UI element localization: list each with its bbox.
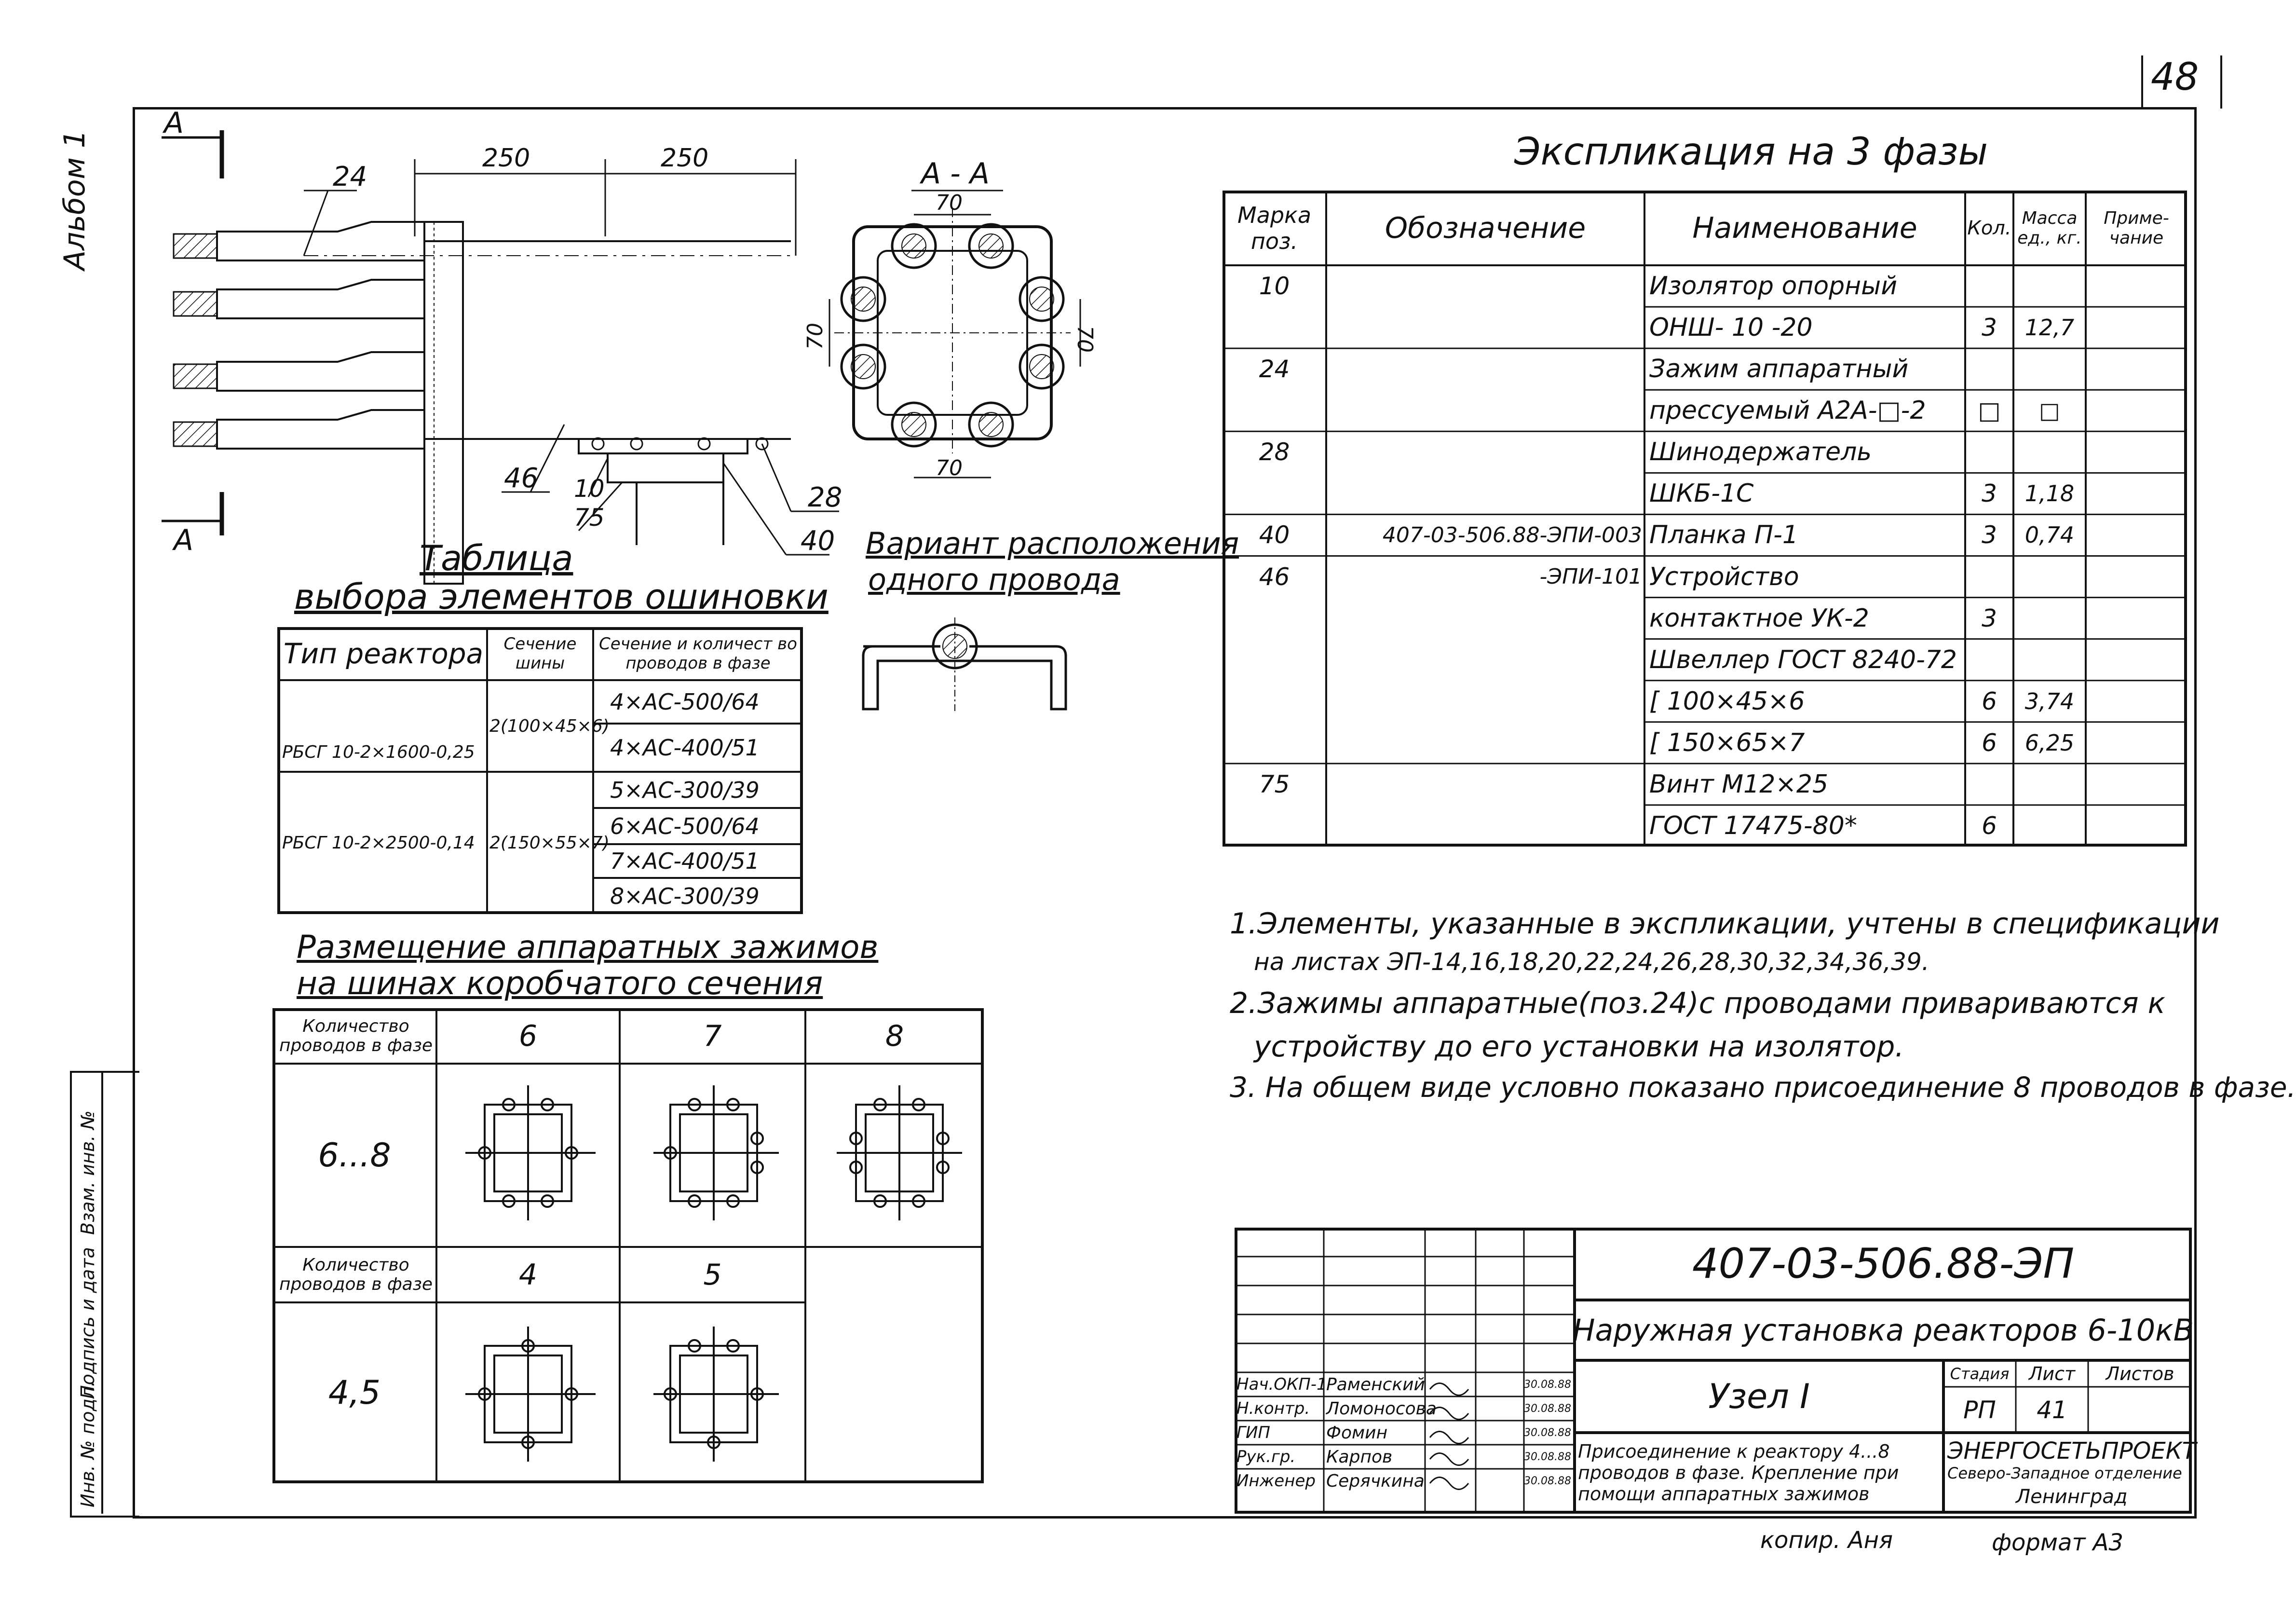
page-number-frame <box>2141 55 2222 109</box>
variant-drawing <box>844 617 1085 714</box>
section-a-a <box>803 154 1100 526</box>
exp-cell-mark <box>1225 307 1324 348</box>
exp-header-note: Приме- чание <box>2104 208 2169 248</box>
exp-cell-note <box>2088 556 2185 598</box>
exp-cell-mass <box>2016 639 2083 681</box>
exp-cell-designation <box>1329 722 1642 764</box>
exp-cell-designation: 407-03-506.88-ЭПИ-003 <box>1382 522 1642 547</box>
callout-40: 40 <box>801 525 835 557</box>
tb-stage-header: Стадия <box>1950 1364 2010 1383</box>
exp-cell-mass <box>2016 556 2083 598</box>
exp-cell-name: Зажим аппаратный <box>1649 355 1909 384</box>
exp-cell-name: [ 100×45×6 <box>1649 686 1805 716</box>
exp-cell-qty <box>1965 764 2013 805</box>
selection-wire-1-2: 4×АС-400/51 <box>610 735 760 761</box>
exp-cell-mass <box>2016 805 2083 847</box>
exp-cell-qty: 6 <box>1982 728 1997 757</box>
exp-cell-mass: 3,74 <box>2024 688 2075 714</box>
selection-table <box>277 627 803 914</box>
section-dim-top: 70 <box>936 191 963 215</box>
tb-doc-code: 407-03-506.88-ЭП <box>1692 1240 2075 1288</box>
tb-person-role: ГИП <box>1236 1423 1270 1442</box>
tb-org-2: Северо-Западное отделение <box>1947 1464 2182 1482</box>
exp-cell-designation <box>1329 681 1642 722</box>
exp-cell-qty <box>1965 431 2013 473</box>
selection-reactor-2: РБСГ 10-2×2500-0,14 <box>282 833 475 853</box>
placement-table <box>272 1008 984 1483</box>
exp-cell-name: контактное УК-2 <box>1649 603 1869 633</box>
tb-project: Наружная установка реакторов 6-10кВ <box>1572 1313 2194 1348</box>
exp-cell-name: [ 150×65×7 <box>1649 728 1805 757</box>
exp-cell-name: ГОСТ 17475-80* <box>1649 811 1857 840</box>
exp-cell-mass <box>2016 431 2083 473</box>
tb-person-date: 30.08.88 <box>1524 1402 1571 1415</box>
exp-cell-qty: □ <box>1978 397 2001 425</box>
selection-wire-1-1: 4×АС-500/64 <box>610 689 760 715</box>
exp-cell-name: Шинодержатель <box>1649 438 1872 467</box>
exp-header-name: Наименование <box>1692 211 1917 245</box>
footer-copy: копир. Аня <box>1760 1527 1893 1554</box>
placement-row2-value-4: 4 <box>518 1258 538 1292</box>
exp-cell-mark <box>1225 598 1324 639</box>
exp-cell-note <box>2088 805 2185 847</box>
section-mark-top: А <box>164 106 184 140</box>
selection-header-wires: Сечение и количест во проводов в фазе <box>599 634 797 673</box>
selection-reactor-1: РБСГ 10-2×1600-0,25 <box>282 742 475 762</box>
title-block <box>1235 1228 2197 1514</box>
exp-cell-designation <box>1329 473 1642 514</box>
exp-cell-mark <box>1225 722 1324 764</box>
exp-cell-mass: 1,18 <box>2024 480 2075 507</box>
exp-cell-note <box>2088 639 2185 681</box>
exp-cell-name: Устройство <box>1649 562 1799 591</box>
exp-cell-mass: 12,7 <box>2024 315 2075 341</box>
dim-250-right: 250 <box>661 144 709 173</box>
exp-cell-designation <box>1329 639 1642 681</box>
exp-cell-note <box>2088 431 2185 473</box>
exp-cell-name: Планка П-1 <box>1649 520 1798 550</box>
tb-person-name: Карпов <box>1326 1447 1393 1467</box>
exp-cell-mark <box>1225 473 1324 514</box>
selection-wire-2-2: 6×АС-500/64 <box>610 813 760 839</box>
exp-cell-note <box>2088 722 2185 764</box>
exp-cell-mass <box>2016 598 2083 639</box>
section-dim-bottom: 70 <box>936 456 963 480</box>
callout-10: 10 <box>574 475 605 503</box>
tb-stage: РП <box>1963 1396 1996 1424</box>
exp-cell-qty: 6 <box>1982 811 1997 840</box>
selection-header-bus: Сечение шины <box>503 634 577 673</box>
tb-sheet: 41 <box>2037 1396 2067 1424</box>
section-dim-right: 70 <box>1073 326 1097 353</box>
variant-title-2: одного провода <box>868 562 1120 597</box>
exp-cell-mark: 10 <box>1259 272 1290 301</box>
exp-cell-mark: 75 <box>1259 770 1290 798</box>
exp-cell-qty <box>1965 348 2013 390</box>
exp-header-designation: Обозначение <box>1385 211 1586 245</box>
selection-title-1: Таблица <box>420 538 573 578</box>
exp-cell-designation <box>1329 598 1642 639</box>
exp-cell-mass: 6,25 <box>2024 729 2075 756</box>
callout-75: 75 <box>574 504 605 532</box>
exp-cell-name: ШКБ-1С <box>1649 479 1754 508</box>
exp-header-mark: Марка поз. <box>1237 202 1312 254</box>
exp-cell-qty: 6 <box>1982 687 1997 715</box>
selection-wire-2-1: 5×АС-300/39 <box>610 777 760 803</box>
selection-wire-2-4: 8×АС-300/39 <box>610 883 760 909</box>
tb-person-name: Ломоносова <box>1326 1398 1437 1419</box>
section-title: А - А <box>921 157 990 191</box>
placement-row1-value-8: 8 <box>885 1019 904 1053</box>
note-line-5: 3. На общем виде условно показано присоединение 8 проводов в фазе. <box>1230 1071 2296 1104</box>
notes <box>1230 907 2296 1109</box>
exp-cell-designation: -ЭПИ-101 <box>1539 564 1642 589</box>
dim-250-left: 250 <box>482 144 530 173</box>
exp-cell-name: Изолятор опорный <box>1649 272 1898 301</box>
section-mark-bottom: А <box>174 523 194 557</box>
album-label: Альбом 1 <box>58 130 92 270</box>
exp-cell-qty: 3 <box>1982 604 1997 632</box>
tb-person-date: 30.08.88 <box>1524 1378 1571 1391</box>
tb-person-date: 30.08.88 <box>1524 1426 1571 1439</box>
note-line-2: на листах ЭП-14,16,18,20,22,24,26,28,30,32,34,36,39. <box>1254 948 1929 976</box>
exp-cell-mark: 40 <box>1259 521 1290 549</box>
tb-sheet-header: Лист <box>2028 1363 2076 1384</box>
page-number: 48 <box>2151 55 2199 99</box>
tb-description: Присоединение к реактору 4...8 проводов в фазе. Крепление при помощи аппаратных зажимов <box>1578 1441 1899 1505</box>
tb-person-name: Фомин <box>1326 1423 1388 1443</box>
variant-title-1: Вариант расположения <box>866 526 1239 561</box>
callout-24: 24 <box>333 161 367 192</box>
tb-person-role: Н.контр. <box>1236 1399 1310 1418</box>
section-dim-left: 70 <box>803 323 828 350</box>
exp-cell-mark: 24 <box>1259 355 1290 383</box>
exp-cell-designation <box>1329 431 1642 473</box>
exp-cell-note <box>2088 764 2185 805</box>
exp-header-qty: Кол. <box>1967 217 2011 239</box>
exp-cell-note <box>2088 514 2185 556</box>
selection-bus-2: 2(150×55×7) <box>489 833 610 853</box>
exp-cell-mass <box>2016 265 2083 307</box>
placement-title-1: Размещение аппаратных зажимов <box>297 929 879 966</box>
footer-format: формат А3 <box>1992 1529 2124 1556</box>
exp-cell-designation <box>1329 265 1642 307</box>
note-line-4: устройству до его установки на изолятор. <box>1254 1030 1904 1064</box>
exp-cell-note <box>2088 265 2185 307</box>
callout-46: 46 <box>504 463 539 494</box>
tb-sheets-header: Листов <box>2106 1363 2174 1384</box>
exp-cell-qty <box>1965 639 2013 681</box>
exp-cell-qty: 3 <box>1982 479 1997 508</box>
exp-cell-name: ОНШ- 10 -20 <box>1649 313 1813 342</box>
exp-cell-mass: □ <box>2039 397 2060 424</box>
exp-cell-qty: 3 <box>1982 521 1997 549</box>
tb-node: Узел I <box>1708 1377 1810 1416</box>
exp-cell-designation <box>1329 307 1642 348</box>
exp-cell-designation <box>1329 764 1642 805</box>
exp-cell-mass <box>2016 348 2083 390</box>
exp-cell-note <box>2088 598 2185 639</box>
callout-28: 28 <box>808 482 842 513</box>
selection-header-type: Тип реактора <box>283 637 484 670</box>
exp-cell-name: Швеллер ГОСТ 8240-72 <box>1649 645 1957 674</box>
placement-row1-label: 6...8 <box>318 1136 391 1175</box>
explication-title: Экспликация на 3 фазы <box>1514 130 1988 174</box>
exp-cell-note <box>2088 348 2185 390</box>
exp-cell-designation <box>1329 390 1642 431</box>
exp-cell-mark: 46 <box>1259 562 1290 591</box>
exp-cell-designation <box>1329 348 1642 390</box>
exp-cell-mark <box>1225 805 1324 847</box>
exp-cell-name: прессуемый А2А-□-2 <box>1649 396 1926 425</box>
exp-cell-note <box>2088 473 2185 514</box>
placement-title-2: на шинах коробчатого сечения <box>297 965 823 1002</box>
tb-person-role: Рук.гр. <box>1236 1447 1296 1466</box>
note-line-1: 1.Элементы, указанные в экспликации, учтены в спецификации <box>1230 907 2220 941</box>
tb-person-role: Инженер <box>1236 1471 1316 1491</box>
placement-row1-header: Количество проводов в фазе <box>279 1016 433 1055</box>
selection-wire-2-3: 7×АС-400/51 <box>610 848 760 874</box>
selection-bus-1: 2(100×45×6) <box>489 716 610 736</box>
exp-cell-mass <box>2016 764 2083 805</box>
exp-cell-designation <box>1329 805 1642 847</box>
note-line-3: 2.Зажимы аппаратные(поз.24)с проводами привариваются к <box>1230 986 2165 1020</box>
exp-cell-mark <box>1225 390 1324 431</box>
selection-title-2: выбора элементов ошиновки <box>294 576 829 617</box>
exp-cell-qty: 3 <box>1982 314 1997 342</box>
exp-cell-qty <box>1965 265 2013 307</box>
exp-cell-mark: 28 <box>1259 438 1290 466</box>
tb-org-3: Ленинград <box>2016 1486 2128 1508</box>
exp-cell-mark <box>1225 681 1324 722</box>
exp-cell-mark <box>1225 639 1324 681</box>
side-stamp-inv: Инв. № подл. <box>77 1381 98 1507</box>
exp-cell-note <box>2088 307 2185 348</box>
exp-cell-note <box>2088 681 2185 722</box>
placement-row2-value-5: 5 <box>703 1258 722 1292</box>
tb-person-name: Раменский <box>1326 1374 1425 1395</box>
placement-row1-value-6: 6 <box>518 1019 538 1053</box>
exp-cell-qty <box>1965 556 2013 598</box>
side-stamp-replace: Взам. инв. № <box>77 1110 98 1235</box>
explication-table <box>1223 191 2187 847</box>
tb-sheets <box>2088 1387 2192 1433</box>
tb-person-role: Нач.ОКП-1 <box>1236 1375 1327 1394</box>
side-stamp-signature: Подпись и дата <box>77 1247 98 1399</box>
placement-row1-value-7: 7 <box>703 1019 722 1053</box>
exp-cell-mass: 0,74 <box>2024 522 2075 548</box>
tb-person-name: Серячкина <box>1326 1471 1425 1491</box>
exp-cell-name: Винт М12×25 <box>1649 769 1829 799</box>
exp-header-mass: Масса ед., кг. <box>2017 208 2082 248</box>
placement-row2-header: Количество проводов в фазе <box>279 1255 433 1294</box>
side-stamp-lines <box>101 1071 103 1514</box>
tb-person-date: 30.08.88 <box>1524 1450 1571 1463</box>
tb-person-date: 30.08.88 <box>1524 1475 1571 1487</box>
placement-row2-label: 4,5 <box>328 1374 381 1412</box>
tb-org-1: ЭНЕРГОСЕТЬПРОЕКТ <box>1947 1437 2197 1464</box>
exp-cell-note <box>2088 390 2185 431</box>
